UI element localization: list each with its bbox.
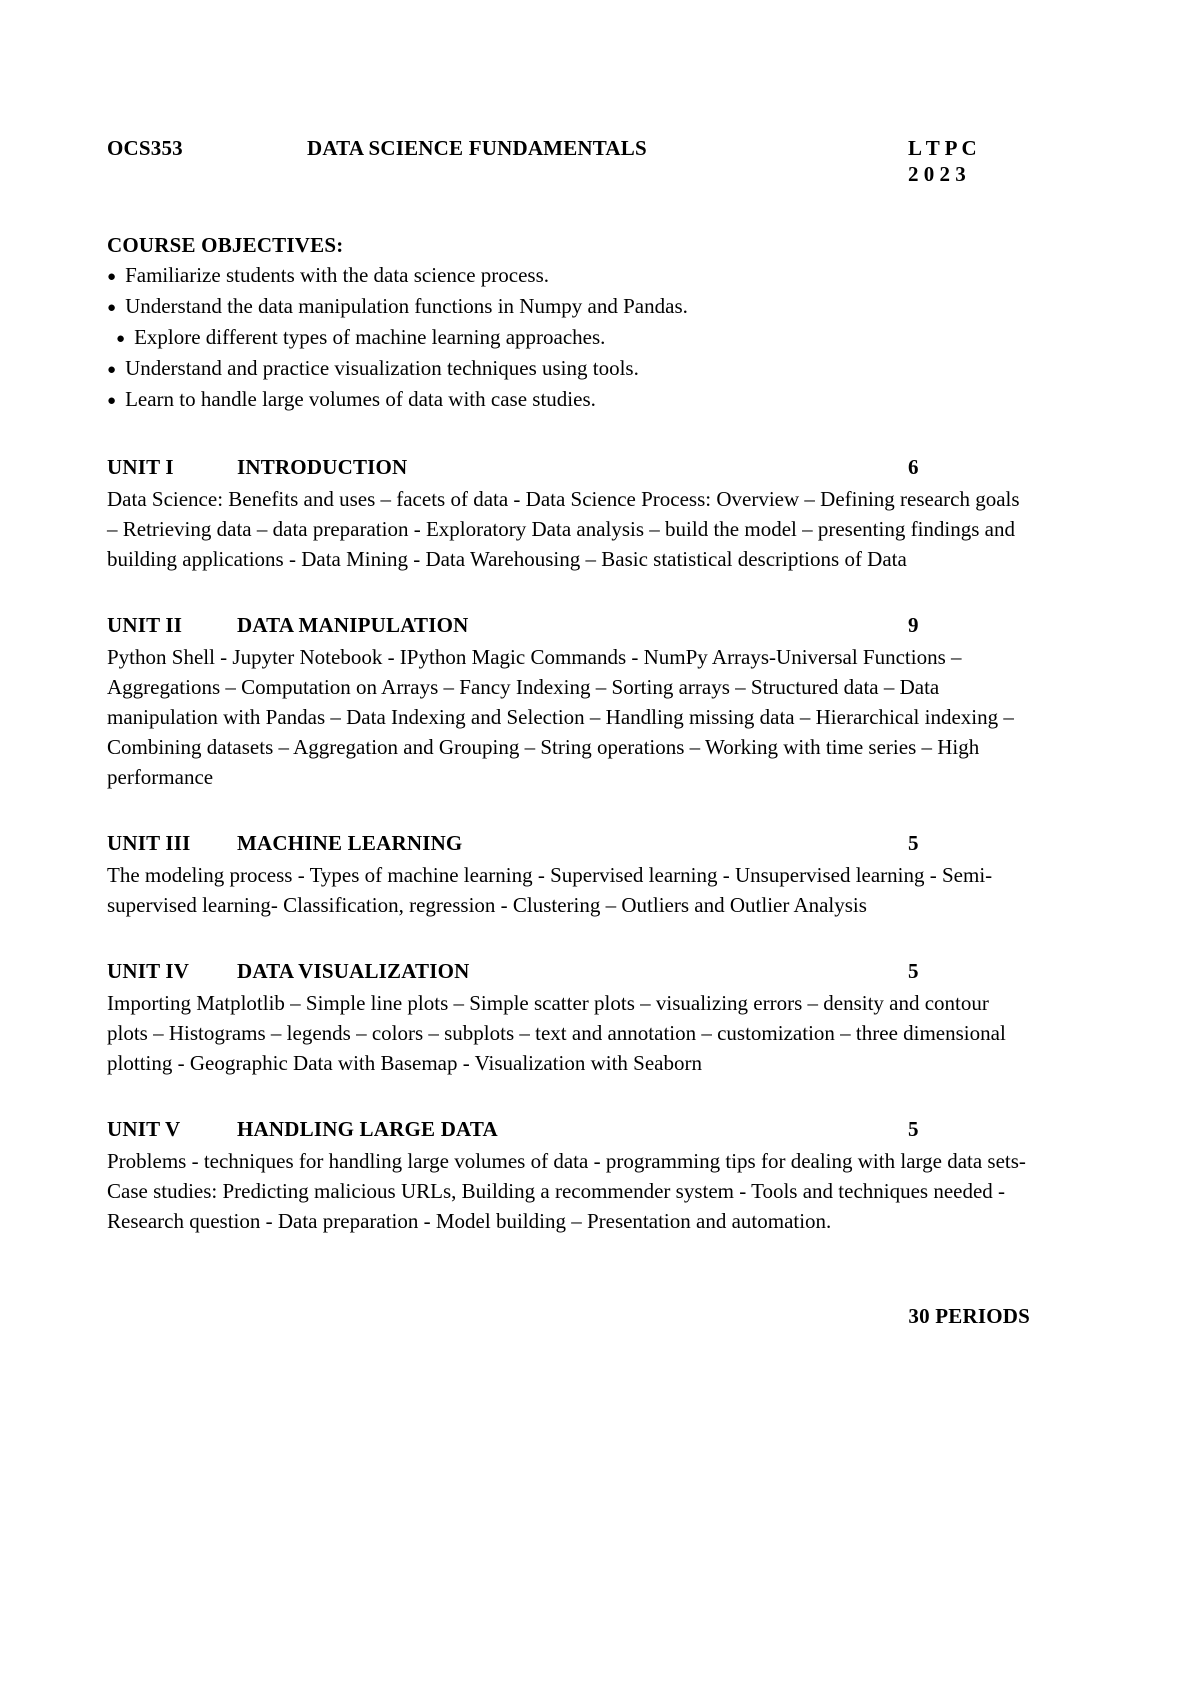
- unit-label: UNIT II: [107, 613, 183, 637]
- objective-item: [107, 354, 1030, 385]
- unit-title: DATA VISUALIZATION: [237, 959, 470, 983]
- unit-hours: 5: [908, 959, 919, 983]
- unit-section-5: [107, 1114, 1030, 1236]
- objective-text: Familiarize students with the data science process.: [125, 263, 550, 287]
- unit-label: UNIT IV: [107, 959, 190, 983]
- unit-body: Python Shell - Jupyter Notebook - IPython Magic Commands - NumPy Arrays-Universal Functions – Aggregations – Computation on Arrays – Fancy Indexing – Sorting arrays – Structured data – Data manipulation with Pandas – Data Indexing and Selection – Handling missing data – Hierarchical indexing – Combining datasets – Aggregation and Grouping – String operations – Working with time series – High performance: [107, 645, 1014, 789]
- unit-section-1: [107, 452, 1030, 574]
- unit-title: INTRODUCTION: [237, 455, 408, 479]
- objectives-heading: COURSE OBJECTIVES:: [107, 233, 344, 257]
- course-title: DATA SCIENCE FUNDAMENTALS: [307, 136, 647, 160]
- objective-item: [107, 323, 1030, 354]
- unit-heading: [107, 452, 1030, 482]
- objective-text: Understand and practice visualization techniques using tools.: [125, 356, 639, 380]
- unit-hours: 9: [908, 613, 919, 637]
- total-periods: 30 PERIODS: [908, 1304, 1030, 1328]
- objective-text: Explore different types of machine learning approaches.: [134, 325, 606, 349]
- unit-heading: [107, 956, 1030, 986]
- unit-title: HANDLING LARGE DATA: [237, 1117, 498, 1141]
- unit-hours: 5: [908, 831, 919, 855]
- unit-body: The modeling process - Types of machine learning - Supervised learning - Unsupervised learning - Semi-supervised learning- Classification, regression - Clustering – Outliers and Outlier Analysis: [107, 863, 993, 917]
- course-header: [107, 135, 1030, 161]
- credits-values-row: [107, 161, 1030, 187]
- bullet-icon: ●: [107, 300, 117, 316]
- unit-heading: [107, 828, 1030, 858]
- objective-item: [107, 292, 1030, 323]
- unit-hours: 6: [908, 455, 919, 479]
- unit-body: Problems - techniques for handling large volumes of data - programming tips for dealing with large data sets- Case studies: Predicting malicious URLs, Building a recommender system - Tools and techniques needed - Research question - Data preparation - Model building – Presentation and automation.: [107, 1149, 1026, 1233]
- objective-text: Understand the data manipulation functions in Numpy and Pandas.: [125, 294, 688, 318]
- unit-title: MACHINE LEARNING: [237, 831, 463, 855]
- bullet-icon: ●: [107, 269, 117, 285]
- unit-heading: [107, 1114, 1030, 1144]
- course-code: OCS353: [107, 136, 183, 160]
- unit-label: UNIT I: [107, 455, 174, 479]
- credits-values: 2 0 2 3: [908, 162, 966, 186]
- bullet-icon: ●: [116, 331, 126, 347]
- bullet-icon: ●: [107, 393, 117, 409]
- unit-body: Data Science: Benefits and uses – facets of data - Data Science Process: Overview – Defining research goals – Retrieving data – data preparation - Exploratory Data analysis – build the model – presenting findings and building applications - Data Mining - Data Warehousing – Basic statistical descriptions of Data: [107, 487, 1020, 571]
- unit-label: UNIT III: [107, 831, 191, 855]
- bullet-icon: ●: [107, 362, 117, 378]
- unit-heading: [107, 610, 1030, 640]
- header-spacer: [107, 161, 908, 187]
- unit-section-4: [107, 956, 1030, 1078]
- unit-body: Importing Matplotlib – Simple line plots – Simple scatter plots – visualizing errors – density and contour plots – Histograms – legends – colors – subplots – text and annotation – customization – three dimensional plotting - Geographic Data with Basemap - Visualization with Seaborn: [107, 991, 1006, 1075]
- objective-item: [107, 385, 1030, 416]
- objectives-list: [107, 261, 1030, 416]
- objective-text: Learn to handle large volumes of data with case studies.: [125, 387, 596, 411]
- unit-hours: 5: [908, 1117, 919, 1141]
- credits-header: L T P C: [908, 136, 977, 160]
- unit-section-3: [107, 828, 1030, 920]
- unit-section-2: [107, 610, 1030, 792]
- unit-title: DATA MANIPULATION: [237, 613, 469, 637]
- objective-item: [107, 261, 1030, 292]
- unit-label: UNIT V: [107, 1117, 181, 1141]
